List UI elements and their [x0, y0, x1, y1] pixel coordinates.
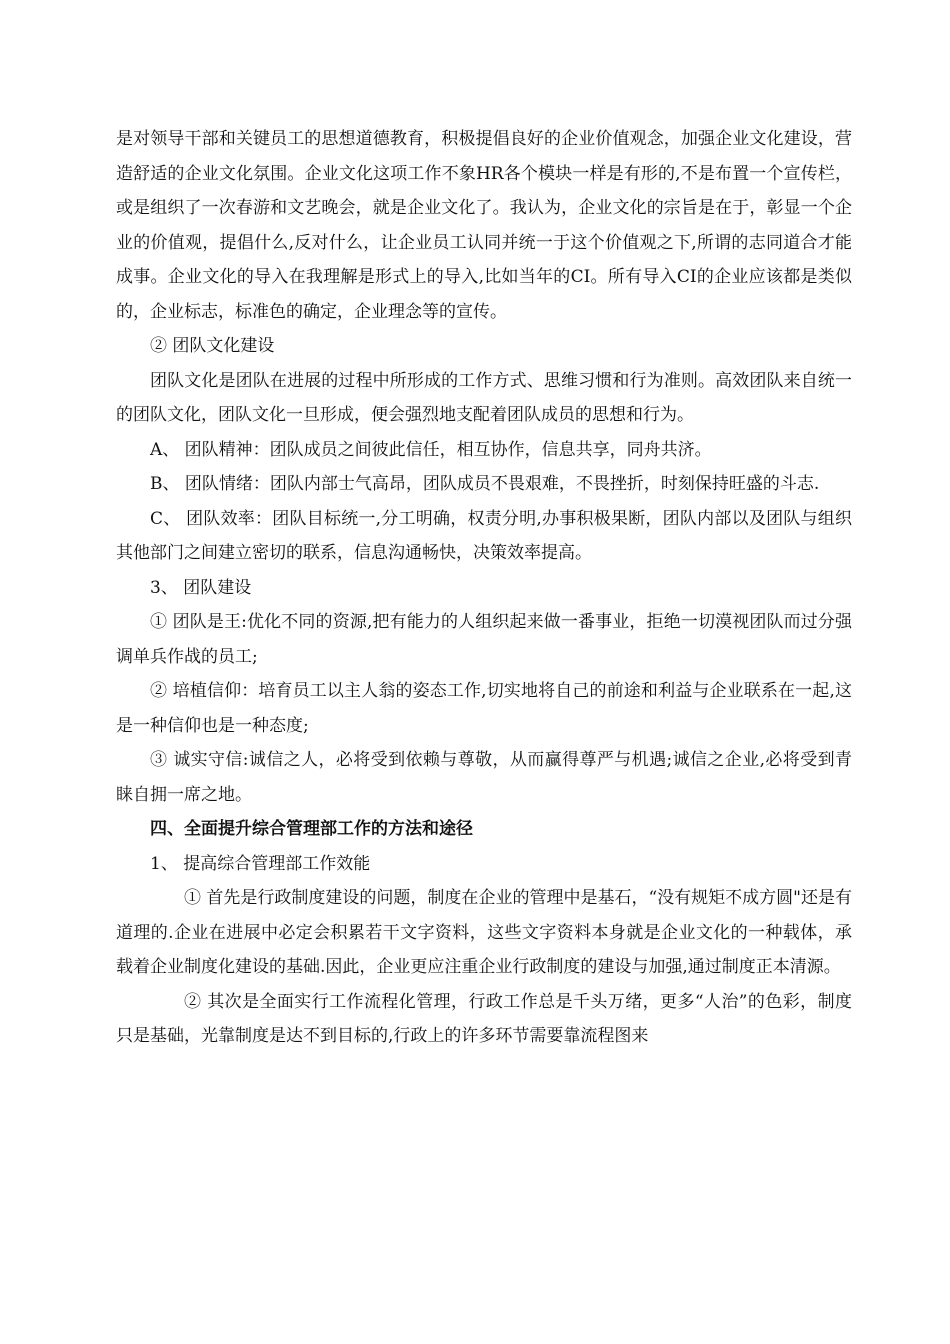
document-page	[116, 122, 852, 1054]
paragraph-corporate-culture-continued: 是对领导干部和关键员工的思想道德教育，积极提倡良好的企业价值观念，加强企业文化建设，营造舒适的企业文化氛围。企业文化这项工作不象HR各个模块一样是有形的,不是布置一个宣传栏，或是组织了一次春游和文艺晚会，就是企业文化了。我认为，企业文化的宗旨是在于，彰显一个企业的价值观，提倡什么,反对什么，让企业员工认同并统一于这个价值观之下,所谓的志同道合才能成事。企业文化的导入在我理解是形式上的导入,比如当年的CI。所有导入CI的企业应该都是类似的，企业标志，标准色的确定，企业理念等的宣传。	[116, 129, 852, 322]
list-item-cultivate-belief: ② 培植信仰：培育员工以主人翁的姿态工作,切实地将自己的前途和利益与企业联系在一起,这是一种信仰也是一种态度;	[116, 681, 852, 736]
heading-team-building: 3、 团队建设	[150, 577, 252, 598]
list-item-team-is-king: ① 团队是王:优化不同的资源,把有能力的人组织起来做一番事业，拒绝一切漠视团队而过分强调单兵作战的员工;	[116, 612, 852, 667]
list-item-honesty: ③ 诚实守信:诚信之人，必将受到依赖与尊敬，从而赢得尊严与机遇;诚信之企业,必将受到青睐自拥一席之地。	[116, 750, 852, 805]
section-heading-four: 四、全面提升综合管理部工作的方法和途径	[150, 819, 473, 839]
heading-team-culture: ② 团队文化建设	[150, 336, 275, 356]
subheading-improve-efficiency: 1、 提高综合管理部工作效能	[150, 853, 371, 874]
paragraph-team-culture: 团队文化是团队在进展的过程中所形成的工作方式、思维习惯和行为准则。高效团队来自统一的团队文化，团队文化一旦形成，便会强烈地支配着团队成员的思想和行为。	[116, 370, 852, 425]
list-item-team-efficiency: C、 团队效率：团队目标统一,分工明确，权责分明,办事积极果断，团队内部以及团队与组织其他部门之间建立密切的联系，信息沟通畅快，决策效率提高。	[116, 508, 852, 563]
paragraph-admin-system: ① 首先是行政制度建设的问题，制度在企业的管理中是基石，“没有规矩不成方圆"还是有道理的.企业在进展中必定会积累若干文字资料，这些文字资料本身就是企业文化的一种载体，承载着企业制度化建设的基础.因此，企业更应注重企业行政制度的建设与加强,通过制度正本清源。	[116, 888, 852, 977]
list-item-team-mood: B、 团队情绪：团队内部士气高昂，团队成员不畏艰难，不畏挫折，时刻保持旺盛的斗志.	[150, 474, 820, 494]
paragraph-workflow-management: ② 其次是全面实行工作流程化管理，行政工作总是千头万绪，更多“人治”的色彩，制度只是基础，光靠制度是达不到目标的,行政上的许多环节需要靠流程图来	[116, 991, 852, 1046]
list-item-team-spirit: A、 团队精神：团队成员之间彼此信任，相互协作，信息共享，同舟共济。	[150, 439, 712, 460]
